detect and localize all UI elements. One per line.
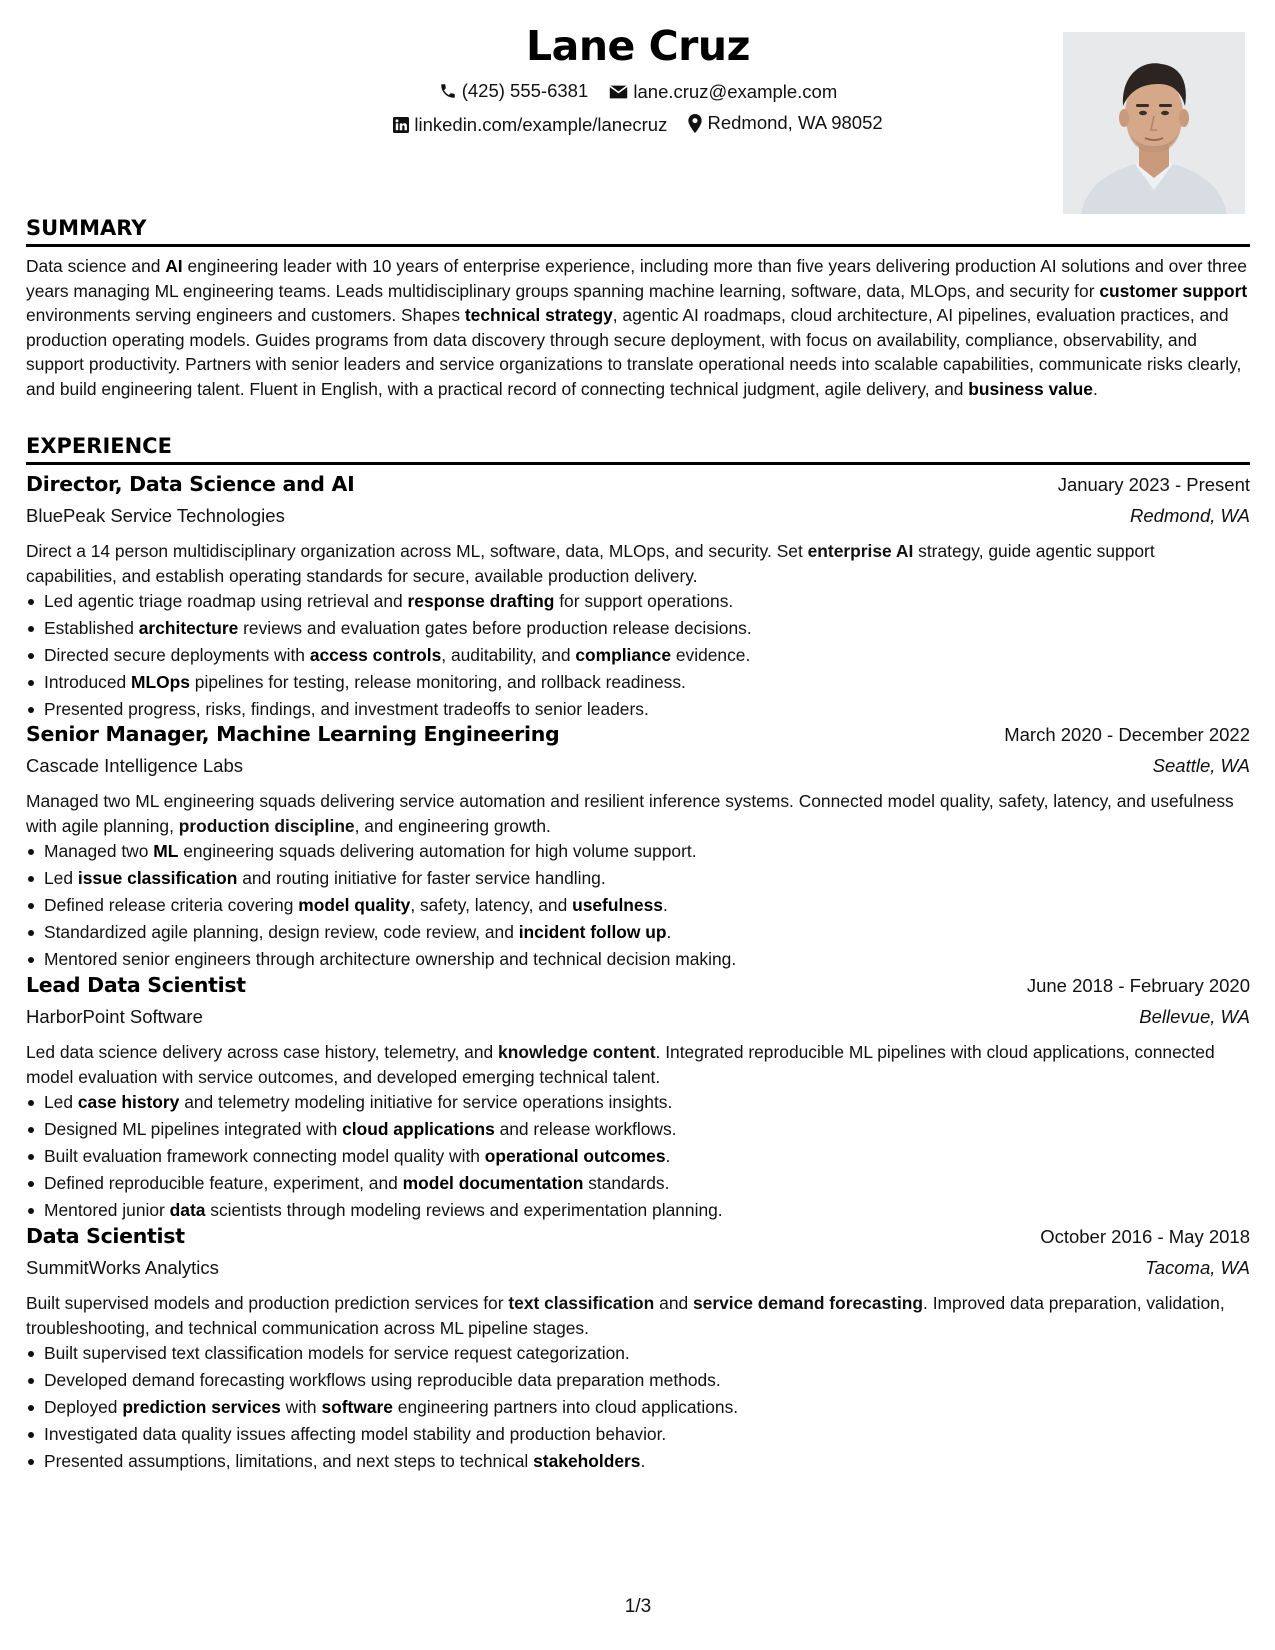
text-run: Presented progress, risks, findings, and investment tradeoffs to senior leaders. (44, 699, 649, 719)
text-run: Led (44, 1092, 78, 1112)
text-run: reviews and evaluation gates before production release decisions. (238, 618, 752, 638)
text-run: . Improved data preparation, validation, troubleshooting, and technical communication across ML pipeline stages. (26, 1293, 1225, 1338)
bold-text: technical strategy (464, 305, 613, 326)
text-run: . (662, 895, 668, 915)
text-run: engineering leader with 10 years of enterprise experience, including more than five years delivering production AI solutions and over three years managing ML engineering teams. Leads multidisciplinary groups spanning machine learning, software, data, MLOps, and security for (26, 256, 1247, 301)
job-bullet (26, 669, 1250, 696)
text-run: and routing initiative for faster service handling. (237, 868, 606, 888)
experience-heading: EXPERIENCE (26, 434, 1250, 465)
text-run: Direct a 14 person multidisciplinary organization across ML, software, data, MLOps, and security. Set (26, 541, 808, 561)
job-bullet (26, 1340, 1250, 1367)
job-location: Seattle, WA (1152, 755, 1250, 776)
text-run: Investigated data quality issues affecting model stability and production behavior. (44, 1424, 667, 1444)
job-title: Senior Manager, Machine Learning Engineering (26, 722, 560, 746)
text-run: Designed ML pipelines integrated with (44, 1119, 343, 1139)
text-run: and release workflows. (494, 1119, 677, 1139)
text-run: Mentored senior engineers through architecture ownership and technical decision making. (44, 949, 737, 969)
bold-text: cloud applications (342, 1119, 495, 1139)
text-run: Built supervised models and production prediction services for (26, 1293, 509, 1313)
job-bullet (26, 892, 1250, 919)
job-bullet (26, 946, 1250, 973)
job-description (26, 789, 1250, 838)
bold-text: access controls (309, 645, 442, 665)
bold-text: software (321, 1397, 393, 1417)
resume-header (26, 18, 1250, 218)
text-run: with (280, 1397, 322, 1417)
text-run: , agentic AI roadmaps, cloud architecture, AI pipelines, evaluation practices, and production operating models. Guides programs from data discovery through secure deployment, with focus on availability, compliance, observability, and support productivity. Partners with senior leaders and service organizations to translate operational needs into scalable capabilities, communicate risks clearly, and build engineering talent. Fluent in English, with a practical record of connecting technical judgment, agile delivery, and (26, 305, 1242, 399)
text-run: and telemetry modeling initiative for service operations insights. (179, 1092, 673, 1112)
job-bullet (26, 838, 1250, 865)
bold-text: business value (968, 378, 1093, 399)
job-date: June 2018 - February 2020 (1026, 975, 1250, 996)
job-company: Cascade Intelligence Labs (26, 755, 244, 776)
text-run: Defined release criteria covering (44, 895, 299, 915)
summary-text (26, 254, 1250, 402)
job-description (26, 1040, 1250, 1089)
job-bullets (26, 1089, 1250, 1224)
text-run: Led data science delivery across case history, telemetry, and (26, 1042, 499, 1062)
bold-text: production discipline (178, 815, 355, 836)
text-run: environments serving engineers and customers. Shapes (26, 305, 465, 326)
job-bullet (26, 1089, 1250, 1116)
text-run: Directed secure deployments with (44, 645, 310, 665)
job-date: January 2023 - Present (1057, 474, 1250, 495)
job-bullet (26, 865, 1250, 892)
resume-page (26, 0, 1250, 1650)
job-date: October 2016 - May 2018 (1040, 1226, 1250, 1247)
job-bullet (26, 919, 1250, 946)
text-run: Led (44, 868, 78, 888)
job-title: Lead Data Scientist (26, 973, 246, 997)
job-bullets (26, 1340, 1250, 1475)
contact-linkedin[interactable] (393, 114, 667, 136)
job-location: Bellevue, WA (1139, 1006, 1250, 1027)
text-run: engineering squads delivering automation for high volume support. (178, 841, 697, 861)
bold-text: customer support (1099, 280, 1248, 301)
text-run: , and engineering growth. (354, 815, 551, 836)
bold-text: model quality (298, 895, 411, 915)
bold-text: response drafting (407, 591, 555, 611)
candidate-name: Lane Cruz (526, 22, 750, 70)
contact-location (688, 112, 882, 134)
job-company: BluePeak Service Technologies (26, 505, 285, 526)
email-link[interactable]: lane.cruz@example.com (633, 81, 838, 102)
profile-photo-icon (1063, 32, 1245, 214)
text-run: Mentored junior (44, 1200, 170, 1220)
job-bullet (26, 1367, 1250, 1394)
text-run: . (666, 922, 672, 942)
bold-text: model documentation (402, 1173, 584, 1193)
bold-text: architecture (138, 618, 239, 638)
text-run: for support operations. (554, 591, 734, 611)
bold-text: issue classification (77, 868, 238, 888)
job-bullet (26, 696, 1250, 723)
text-run: . (665, 1146, 671, 1166)
linkedin-link[interactable]: linkedin.com/example/lanecruz (414, 113, 668, 135)
text-run: scientists through modeling reviews and experimentation planning. (205, 1200, 723, 1220)
bold-text: knowledge content (498, 1042, 656, 1062)
job-description (26, 539, 1250, 588)
job-bullet (26, 1143, 1250, 1170)
text-run: , safety, latency, and (410, 895, 573, 915)
bold-text: service demand forecasting (693, 1293, 924, 1313)
bold-text: text classification (508, 1293, 655, 1313)
bold-text: data (169, 1200, 206, 1220)
text-run: Led agentic triage roadmap using retrieval and (44, 591, 408, 611)
text-run: Managed two (44, 841, 154, 861)
linkedin-icon (393, 117, 409, 133)
job-bullet (26, 1394, 1250, 1421)
text-run: Built evaluation framework connecting model quality with (44, 1146, 485, 1166)
bold-text: MLOps (131, 672, 190, 692)
job-bullet (26, 642, 1250, 669)
bold-text: operational outcomes (484, 1146, 666, 1166)
text-run: . Integrated reproducible ML pipelines with cloud applications, connected model evaluation with service outcomes, and developed emerging technical talent. (26, 1042, 1215, 1087)
text-run: and (654, 1293, 693, 1313)
text-run: Built supervised text classification models for service request categorization. (44, 1343, 630, 1363)
text-run: , auditability, and (441, 645, 576, 665)
bold-text: incident follow up (518, 922, 667, 942)
bold-text: enterprise AI (807, 541, 914, 561)
text-run: . (640, 1451, 646, 1471)
text-run: Defined reproducible feature, experiment, and (44, 1173, 403, 1193)
job-bullet (26, 615, 1250, 642)
job-title: Data Scientist (26, 1224, 185, 1248)
phone-text: (425) 555-6381 (461, 80, 589, 101)
text-run: strategy, guide agentic support capabilities, and establish operating standards for secure, available production delivery. (26, 541, 1155, 586)
job-bullets (26, 838, 1250, 973)
summary-heading: SUMMARY (26, 216, 1250, 247)
text-run: pipelines for testing, release monitoring, and rollback readiness. (189, 672, 686, 692)
text-run: engineering partners into cloud applications. (392, 1397, 739, 1417)
job-title: Director, Data Science and AI (26, 472, 355, 496)
job-bullet (26, 1448, 1250, 1475)
job-location: Tacoma, WA (1145, 1257, 1250, 1278)
text-run: Presented assumptions, limitations, and next steps to technical (44, 1451, 534, 1471)
bold-text: ML (153, 841, 179, 861)
text-run: evidence. (671, 645, 751, 665)
job-bullet (26, 1197, 1250, 1224)
job-date: March 2020 - December 2022 (1004, 724, 1250, 745)
job-bullet (26, 1421, 1250, 1448)
job-company: HarborPoint Software (26, 1006, 203, 1027)
job-bullet (26, 1170, 1250, 1197)
bold-text: usefulness (572, 895, 663, 915)
bold-text: prediction services (122, 1397, 281, 1417)
text-run: Introduced (44, 672, 132, 692)
job-bullet (26, 588, 1250, 615)
text-run: Managed two ML engineering squads delivering service automation and resilient inference systems. Connected model quality, safety, latency, and usefulness with agile planning, (26, 791, 1234, 836)
text-run: . (1092, 378, 1098, 399)
job-location: Redmond, WA (1130, 505, 1250, 526)
bold-text: compliance (575, 645, 672, 665)
contact-phone (439, 80, 589, 102)
text-run: Established (44, 618, 139, 638)
text-run: Developed demand forecasting workflows using reproducible data preparation methods. (44, 1370, 721, 1390)
job-bullets (26, 588, 1250, 723)
map-pin-icon (688, 114, 702, 133)
text-run: standards. (583, 1173, 670, 1193)
text-run: Standardized agile planning, design review, code review, and (44, 922, 519, 942)
job-description (26, 1291, 1250, 1340)
job-bullet (26, 1116, 1250, 1143)
phone-icon (439, 82, 457, 100)
profile-photo (1063, 32, 1245, 214)
envelope-icon (609, 84, 628, 100)
text-run: Data science and (26, 256, 166, 276)
location-text: Redmond, WA 98052 (707, 112, 883, 133)
bold-text: stakeholders (533, 1451, 641, 1471)
bold-text: case history (77, 1092, 180, 1112)
contact-email[interactable] (609, 81, 837, 103)
text-run: Deployed (44, 1397, 123, 1417)
page-number: 1/3 (624, 1596, 652, 1617)
bold-text: AI (165, 256, 183, 276)
job-company: SummitWorks Analytics (26, 1257, 219, 1278)
